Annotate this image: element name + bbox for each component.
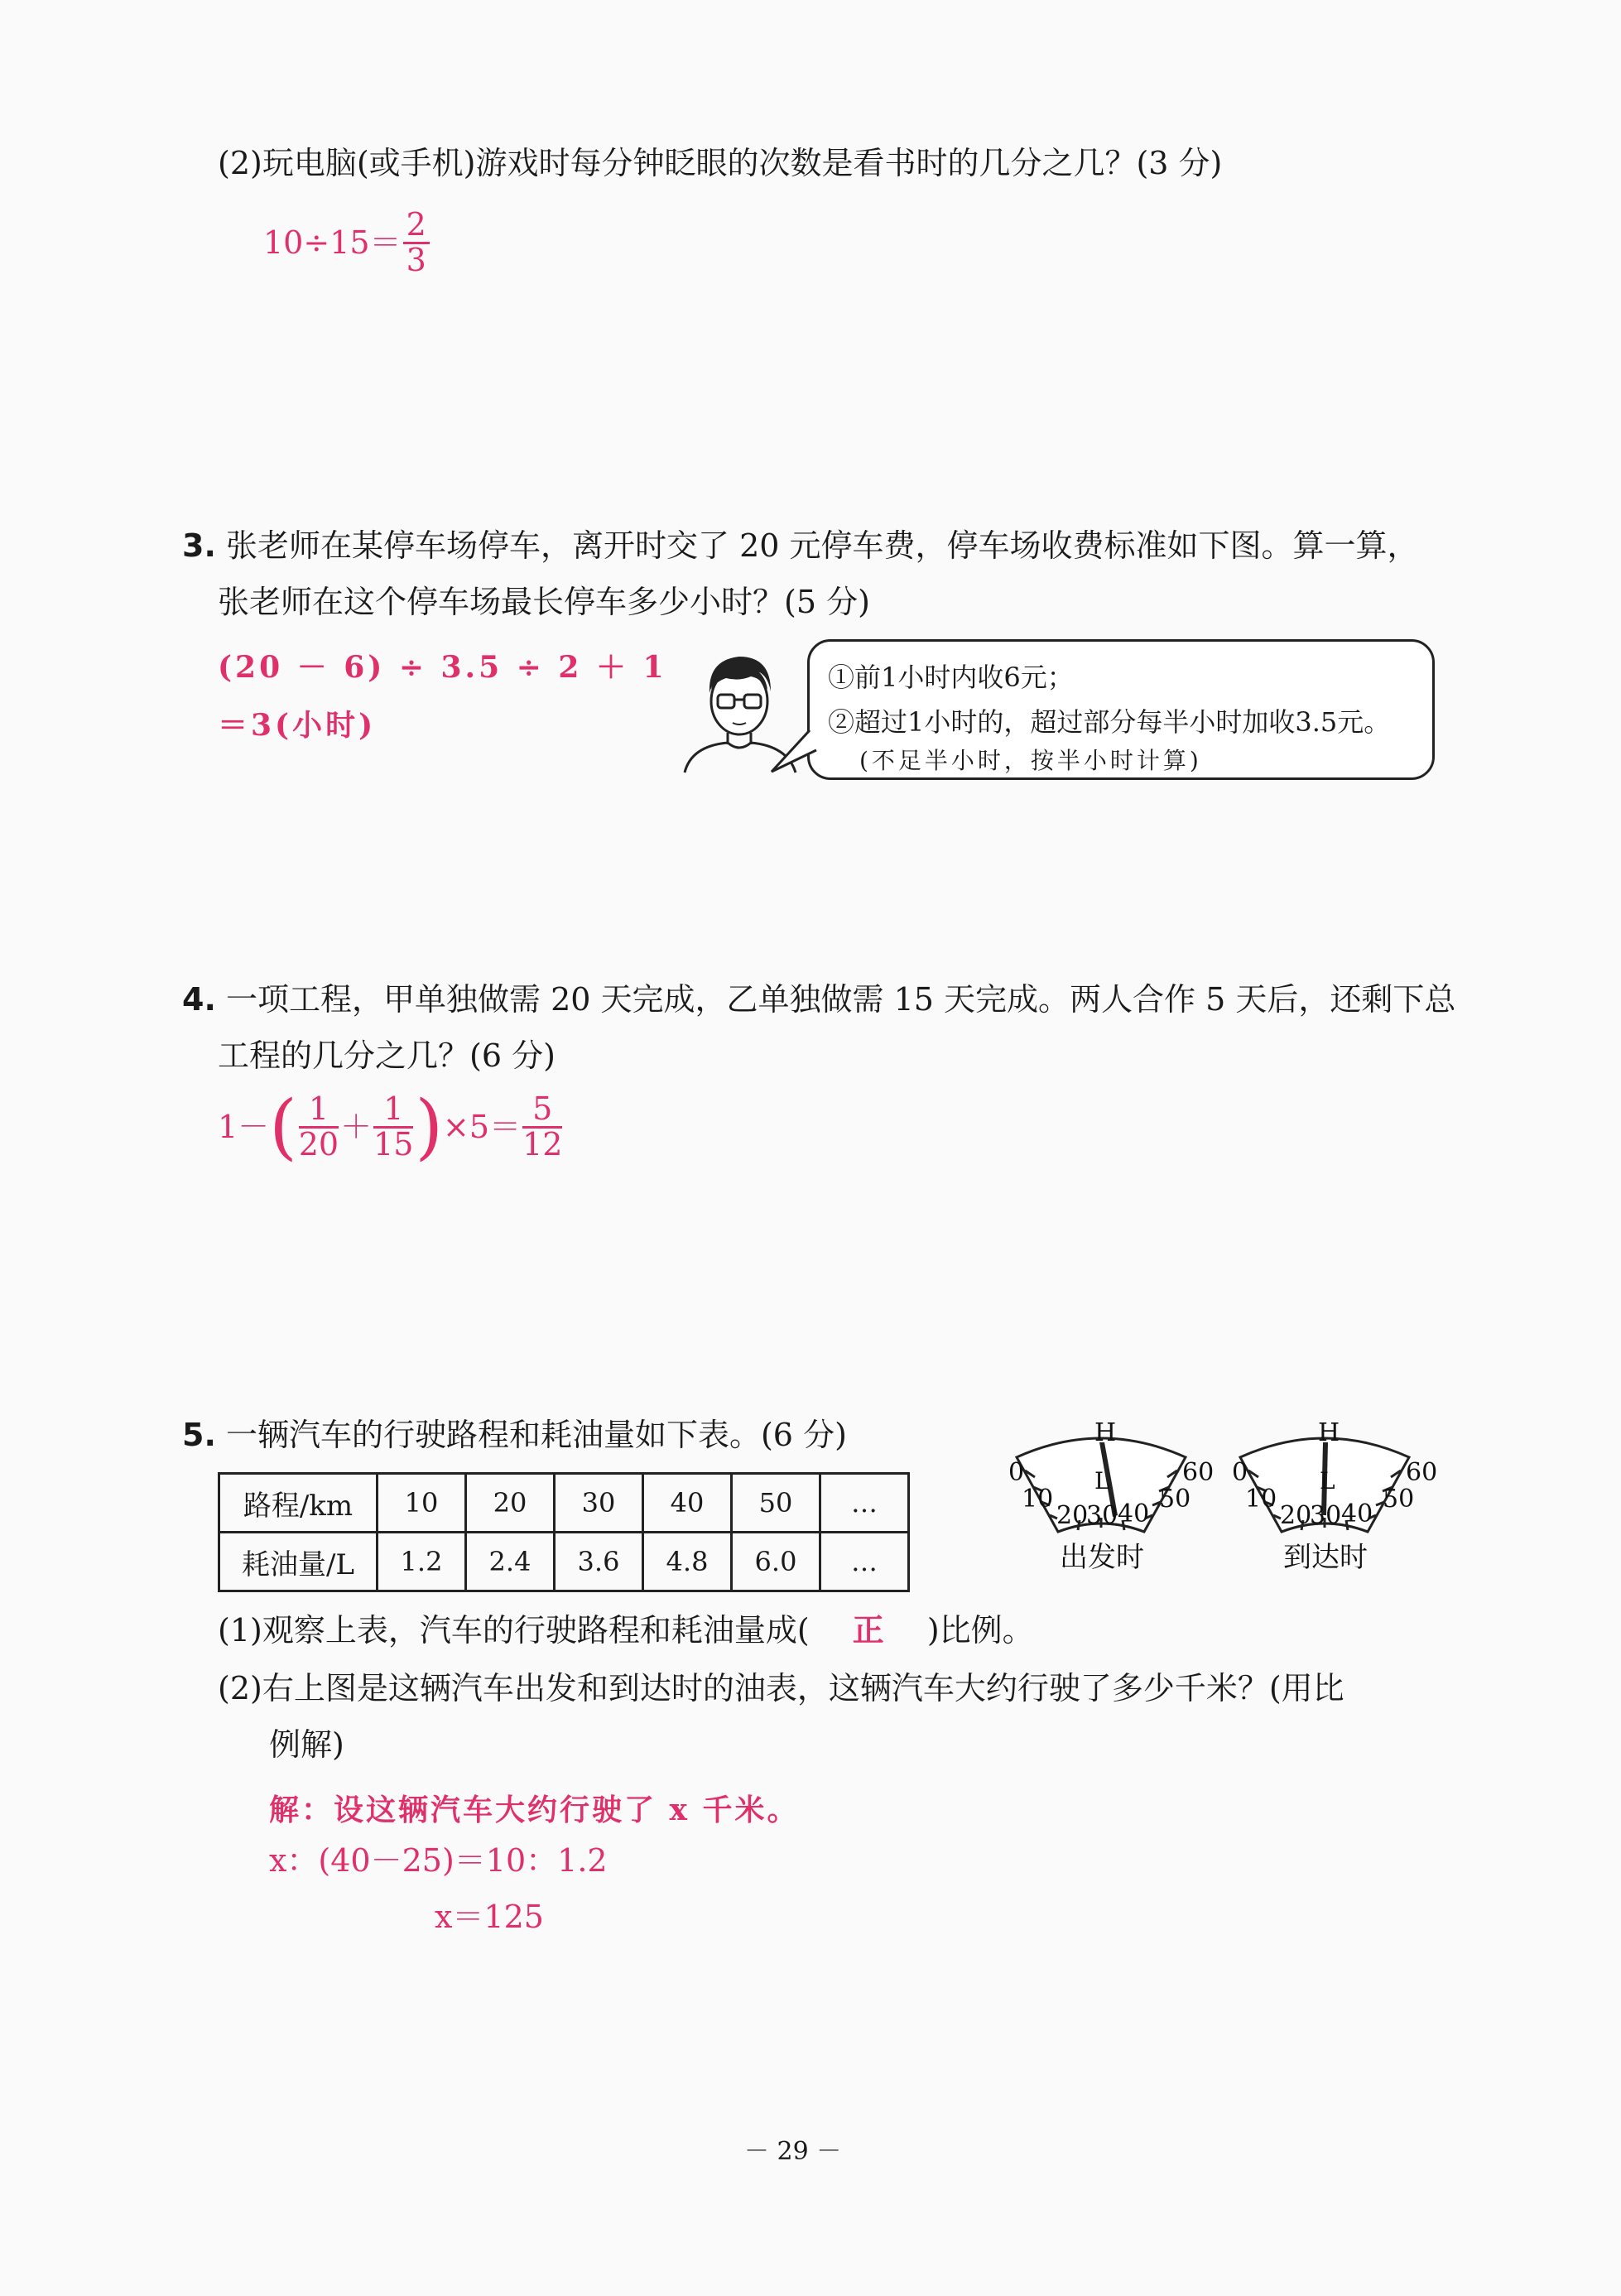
scale-label: 60 bbox=[1182, 1458, 1215, 1487]
table-cell: … bbox=[820, 1533, 909, 1591]
q5-question bbox=[182, 1419, 847, 1451]
q4-frac1-den: 20 bbox=[298, 1125, 339, 1162]
bubble-tail bbox=[770, 729, 820, 778]
q5-solution-line1: 解：设这辆汽车大约行驶了 x 千米。 bbox=[269, 1793, 800, 1827]
q4-fraction-result bbox=[522, 1090, 563, 1162]
scale-label: 40 bbox=[1341, 1499, 1373, 1528]
q4-frac3-den: 12 bbox=[522, 1125, 563, 1162]
q5-number: 5. bbox=[182, 1417, 216, 1453]
fuel-gauges bbox=[1002, 1391, 1474, 1598]
q2-part2-text: (2)玩电脑(或手机)游戏时每分钟眨眼的次数是看书时的几分之几？(3 分) bbox=[218, 145, 1223, 181]
q4-answer-end: ×5＝ bbox=[443, 1109, 522, 1145]
scale-label: 10 bbox=[1245, 1485, 1277, 1514]
fuel-table bbox=[218, 1472, 910, 1592]
q5-sub1 bbox=[218, 1611, 1034, 1649]
scale-label: 30 bbox=[1086, 1501, 1118, 1530]
start-caption: 出发时 bbox=[1060, 1541, 1144, 1574]
q3-line2: 张老师在这个停车场最长停车多少小时？(5 分) bbox=[218, 584, 870, 620]
q5-sub1-after: )比例。 bbox=[926, 1612, 1034, 1649]
q2-fraction-denominator: 3 bbox=[406, 241, 426, 278]
q5-sub2-line1: (2)右上图是这辆汽车出发和到达时的油表，这辆汽车大约行驶了多少千米？(用比 bbox=[218, 1670, 1344, 1706]
table-head-fuel: 耗油量/L bbox=[219, 1533, 378, 1591]
q2-fraction-numerator: 2 bbox=[403, 209, 430, 244]
table-row bbox=[219, 1474, 909, 1533]
table-cell: 20 bbox=[466, 1474, 555, 1533]
scale-label: 20 bbox=[1280, 1501, 1312, 1530]
table-cell: 6.0 bbox=[732, 1533, 820, 1591]
bubble-rule1: ①前1小时内收6元； bbox=[828, 662, 1074, 693]
scale-label: 0 bbox=[1008, 1458, 1025, 1487]
end-label-h: H bbox=[1318, 1418, 1340, 1447]
q3-answer-line1: (20 － 6) ÷ 3.5 ÷ 2 ＋ 1 bbox=[218, 650, 667, 685]
scale-label: 30 bbox=[1310, 1501, 1342, 1530]
q4-number: 4. bbox=[182, 981, 216, 1018]
bubble-rule2: ②超过1小时的，超过部分每半小时加收3.5元。 bbox=[828, 706, 1391, 738]
q5-solution-line3: x＝125 bbox=[435, 1899, 544, 1935]
scale-label: 20 bbox=[1056, 1501, 1089, 1530]
q4-question bbox=[182, 981, 1456, 1018]
q4-answer-start: 1－ bbox=[218, 1109, 270, 1145]
scale-label: 60 bbox=[1406, 1458, 1438, 1487]
table-cell: 10 bbox=[378, 1474, 466, 1533]
scale-label: 10 bbox=[1022, 1485, 1054, 1514]
table-cell: 30 bbox=[555, 1474, 643, 1533]
q3-question bbox=[182, 527, 1419, 564]
table-cell: 50 bbox=[732, 1474, 820, 1533]
q4-left-paren: ( bbox=[269, 1085, 297, 1168]
q2-part2-answer bbox=[263, 206, 431, 278]
q4-answer bbox=[218, 1085, 564, 1168]
q2-answer-fraction bbox=[403, 206, 430, 278]
scale-label: 40 bbox=[1118, 1499, 1150, 1528]
q5-solution-line2: x：(40－25)＝10：1.2 bbox=[269, 1842, 608, 1879]
bubble-note: (不足半小时，按半小时计算) bbox=[859, 747, 1202, 774]
q4-frac2-num: 1 bbox=[373, 1093, 413, 1129]
table-cell: 3.6 bbox=[555, 1533, 643, 1591]
q3-number: 3. bbox=[182, 527, 216, 564]
scale-label: 50 bbox=[1159, 1485, 1191, 1514]
q5-sub2-line2: 例解) bbox=[269, 1726, 344, 1763]
q4-fraction-2 bbox=[373, 1090, 414, 1162]
q3-line1: 张老师在某停车场停车，离开时交了 20 元停车费，停车场收费标准如下图。算一算， bbox=[225, 527, 1419, 564]
q5-sub1-answer: 正 bbox=[852, 1611, 884, 1649]
q4-plus: ＋ bbox=[340, 1109, 373, 1145]
table-row bbox=[219, 1533, 909, 1591]
q4-right-paren: ) bbox=[415, 1085, 444, 1168]
table-cell: … bbox=[820, 1474, 909, 1533]
q4-frac1-num: 1 bbox=[299, 1093, 339, 1129]
q4-frac3-num: 5 bbox=[522, 1093, 562, 1129]
scale-label: 0 bbox=[1232, 1458, 1248, 1487]
q2-answer-lhs: 10÷15＝ bbox=[263, 224, 402, 262]
q4-line1: 一项工程，甲单独做需 20 天完成，乙单独做需 15 天完成。两人合作 5 天后，还剩下总 bbox=[225, 981, 1456, 1018]
q5-line1: 一辆汽车的行驶路程和耗油量如下表。(6 分) bbox=[225, 1417, 847, 1453]
scale-label: 50 bbox=[1383, 1485, 1415, 1514]
table-cell: 40 bbox=[643, 1474, 732, 1533]
table-cell: 1.2 bbox=[378, 1533, 466, 1591]
table-cell: 2.4 bbox=[466, 1533, 555, 1591]
start-label-l: L bbox=[1094, 1467, 1110, 1495]
page-number: － 29 － bbox=[744, 2137, 842, 2166]
end-label-l: L bbox=[1320, 1467, 1335, 1495]
q4-frac2-den: 15 bbox=[373, 1125, 414, 1162]
end-caption: 到达时 bbox=[1283, 1541, 1368, 1574]
q4-line2: 工程的几分之几？(6 分) bbox=[218, 1037, 556, 1074]
q3-answer-line2: ＝3(小时) bbox=[218, 708, 377, 743]
q4-fraction-1 bbox=[298, 1090, 339, 1162]
table-head-distance: 路程/km bbox=[219, 1474, 378, 1533]
start-label-h: H bbox=[1094, 1418, 1117, 1447]
q5-sub1-before: (1)观察上表，汽车的行驶路程和耗油量成( bbox=[218, 1612, 810, 1649]
table-cell: 4.8 bbox=[643, 1533, 732, 1591]
parking-rules-bubble bbox=[807, 639, 1435, 780]
